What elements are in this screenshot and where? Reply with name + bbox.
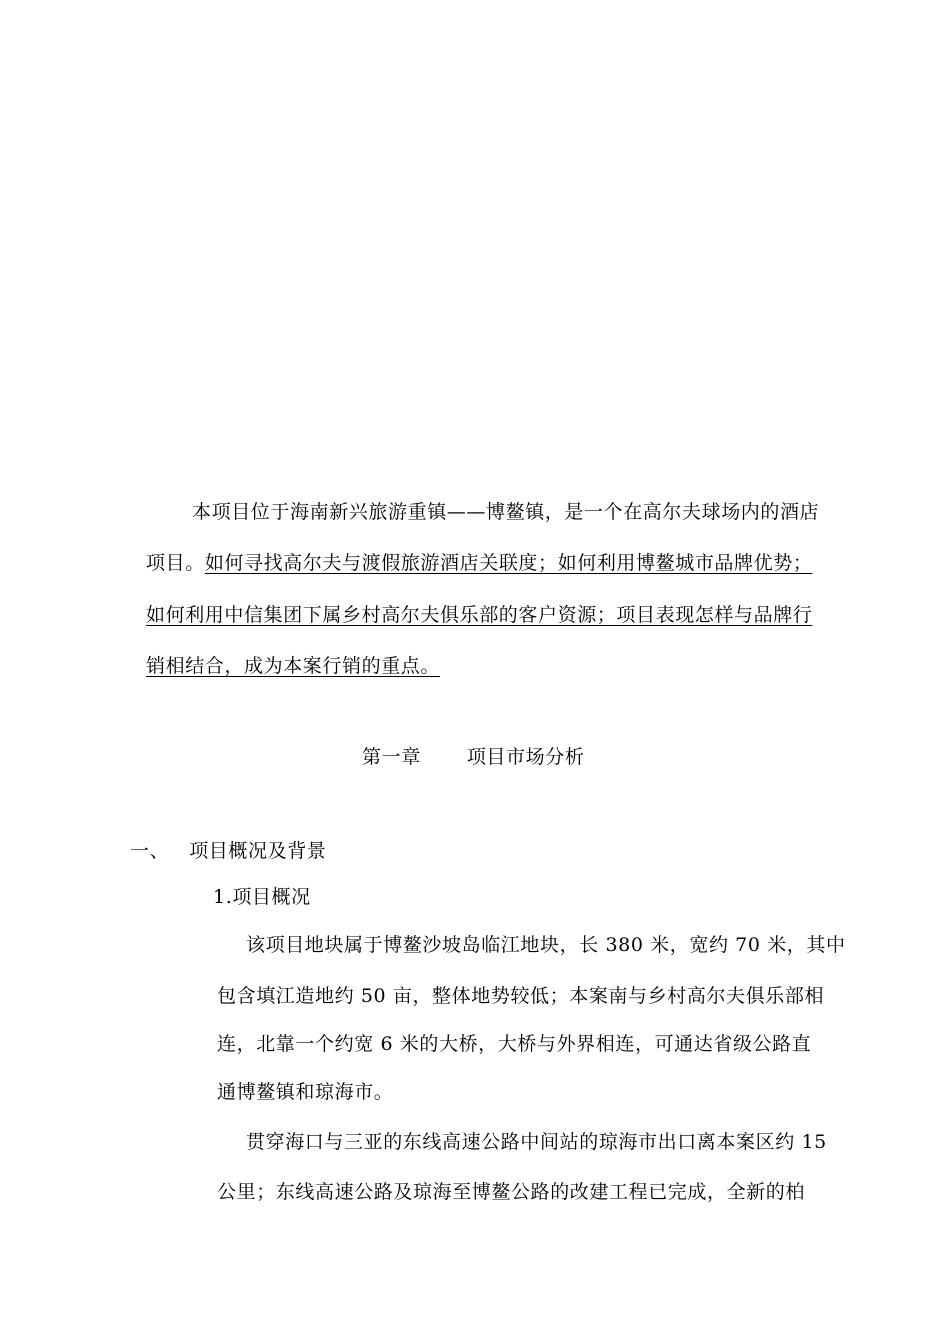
chapter-title: 项目市场分析 [466,746,585,768]
intro-line-3: 如何利用中信集团下属乡村高尔夫俱乐部的客户资源；项目表现怎样与品牌行 [146,604,813,626]
intro-line-2-prefix: 项目。 [146,552,205,574]
para2-line-2: 公里；东线高速公路及琼海至博鳌公路的改建工程已完成，全新的柏 [217,1181,806,1203]
para1-line-4: 通博鳌镇和琼海市。 [217,1081,394,1103]
section-number: 一、 [130,840,170,862]
section-heading [130,839,326,863]
chapter-number: 第一章 [362,746,421,768]
intro-line-1: 本项目位于海南新兴旅游重镇——博鳌镇，是一个在高尔夫球场内的酒店 [192,501,820,523]
para1-line-1: 该项目地块属于博鳌沙坡岛临江地块，长 380 米，宽约 70 米，其中 [246,934,846,956]
para2-line-1: 贯穿海口与三亚的东线高速公路中间站的琼海市出口离本案区约 15 [246,1131,827,1153]
subsection-heading: 1.项目概况 [213,886,311,908]
para1-line-3: 连，北靠一个约宽 6 米的大桥，大桥与外界相连，可通达省级公路直 [217,1033,812,1055]
section-title: 项目概况及背景 [189,840,327,862]
intro-line-2-underlined: 如何寻找高尔夫与渡假旅游酒店关联度；如何利用博鳌城市品牌优势； [204,552,813,574]
para1-line-2: 包含填江造地约 50 亩，整体地势较低；本案南与乡村高尔夫俱乐部相 [217,985,825,1007]
intro-line-2 [146,551,812,575]
intro-line-4: 销相结合，成为本案行销的重点。 [146,655,441,677]
chapter-heading [362,745,584,769]
